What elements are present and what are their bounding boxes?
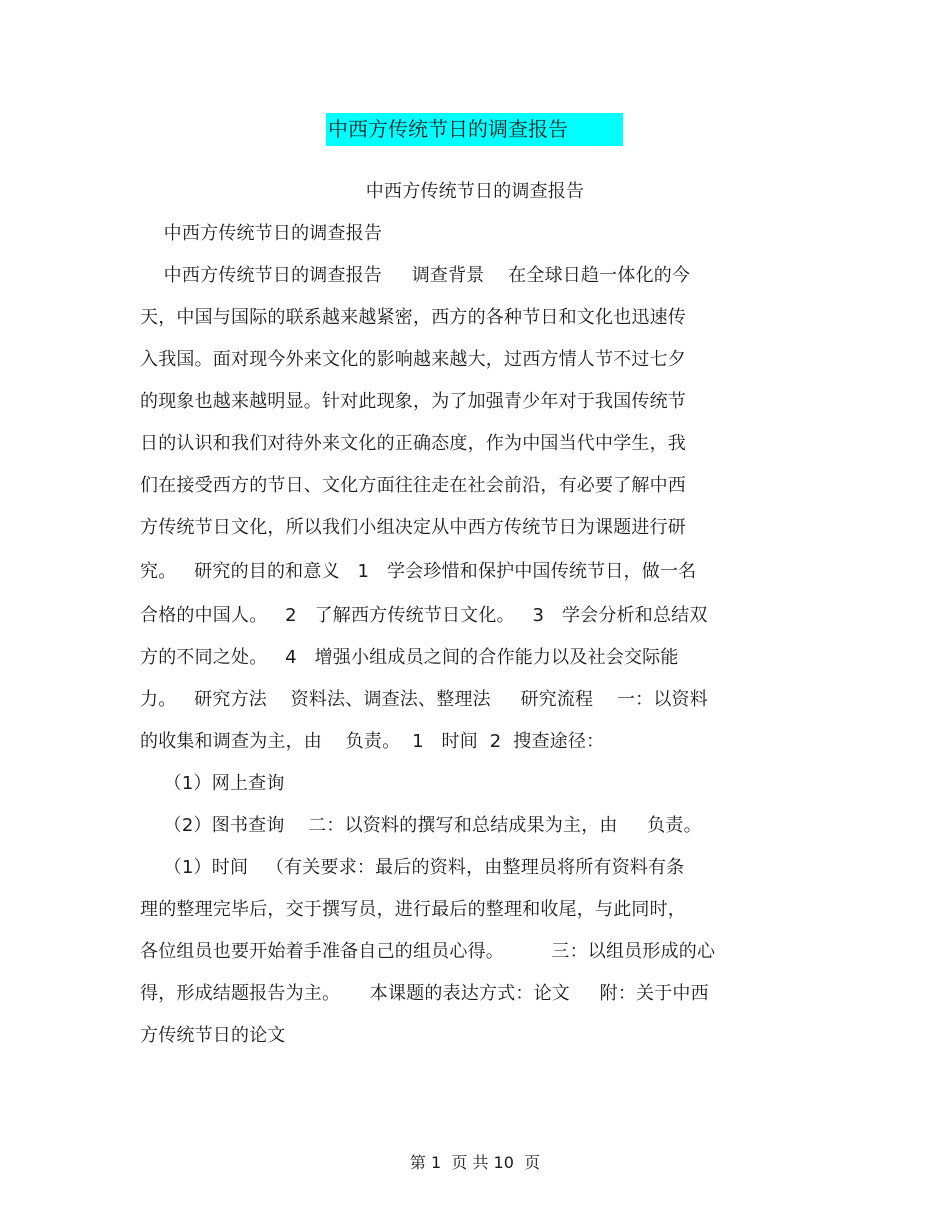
text-line: 们在接受西方的节日、文化方面往往走在社会前沿，有必要了解中西 [140, 475, 686, 496]
text-line: 中西方传统节日的调查报告 调查背景 在全球日趋一体化的今 [140, 265, 691, 286]
text-line: 入我国。面对现今外来文化的影响越来越大，过西方情人节不过七夕 [140, 349, 686, 370]
text-line: （2）图书查询 二：以资料的撰写和总结成果为主，由 负责。 [140, 815, 702, 836]
text-line: （1）网上查询 [140, 773, 285, 794]
text-line: 力。 研究方法 资料法、调查法、整理法 研究流程 一：以资料 [140, 689, 708, 710]
text-line: 方传统节日的论文 [140, 1025, 286, 1046]
document-subtitle: 中西方传统节日的调查报告 [365, 181, 585, 202]
text-line: 究。 研究的目的和意义 1 学会珍惜和保护中国传统节日，做一名 [140, 561, 697, 582]
text-line: 方的不同之处。 4 增强小组成员之间的合作能力以及社会交际能 [140, 647, 679, 668]
document-title: 中西方传统节日的调查报告 [326, 113, 623, 146]
text-line: 的收集和调查为主，由 负责。 1 时间 2 搜查途径： [140, 731, 605, 752]
text-line: 方传统节日文化，所以我们小组决定从中西方传统节日为课题进行研 [140, 517, 686, 538]
text-line: （1）时间 （有关要求：最后的资料，由整理员将所有资料有条 [140, 857, 685, 878]
text-line: 的现象也越来越明显。针对此现象，为了加强青少年对于我国传统节 [140, 391, 686, 412]
text-line: 得，形成结题报告为主。 本课题的表达方式：论文 附：关于中西 [140, 983, 709, 1004]
text-line: 天，中国与国际的联系越来越紧密，西方的各种节日和文化也迅速传 [140, 307, 686, 328]
page-number-footer: 第 1 页 共 10 页 [409, 1153, 541, 1172]
text-line: 日的认识和我们对待外来文化的正确态度，作为中国当代中学生，我 [140, 433, 686, 454]
text-line: 各位组员也要开始着手准备自己的组员心得。 三：以组员形成的心 [140, 941, 716, 962]
text-line: 中西方传统节日的调查报告 [140, 223, 383, 244]
text-line: 合格的中国人。 2 了解西方传统节日文化。 3 学会分析和总结双 [140, 605, 708, 626]
text-line: 理的整理完毕后，交于撰写员，进行最后的整理和收尾，与此同时， [140, 899, 686, 920]
